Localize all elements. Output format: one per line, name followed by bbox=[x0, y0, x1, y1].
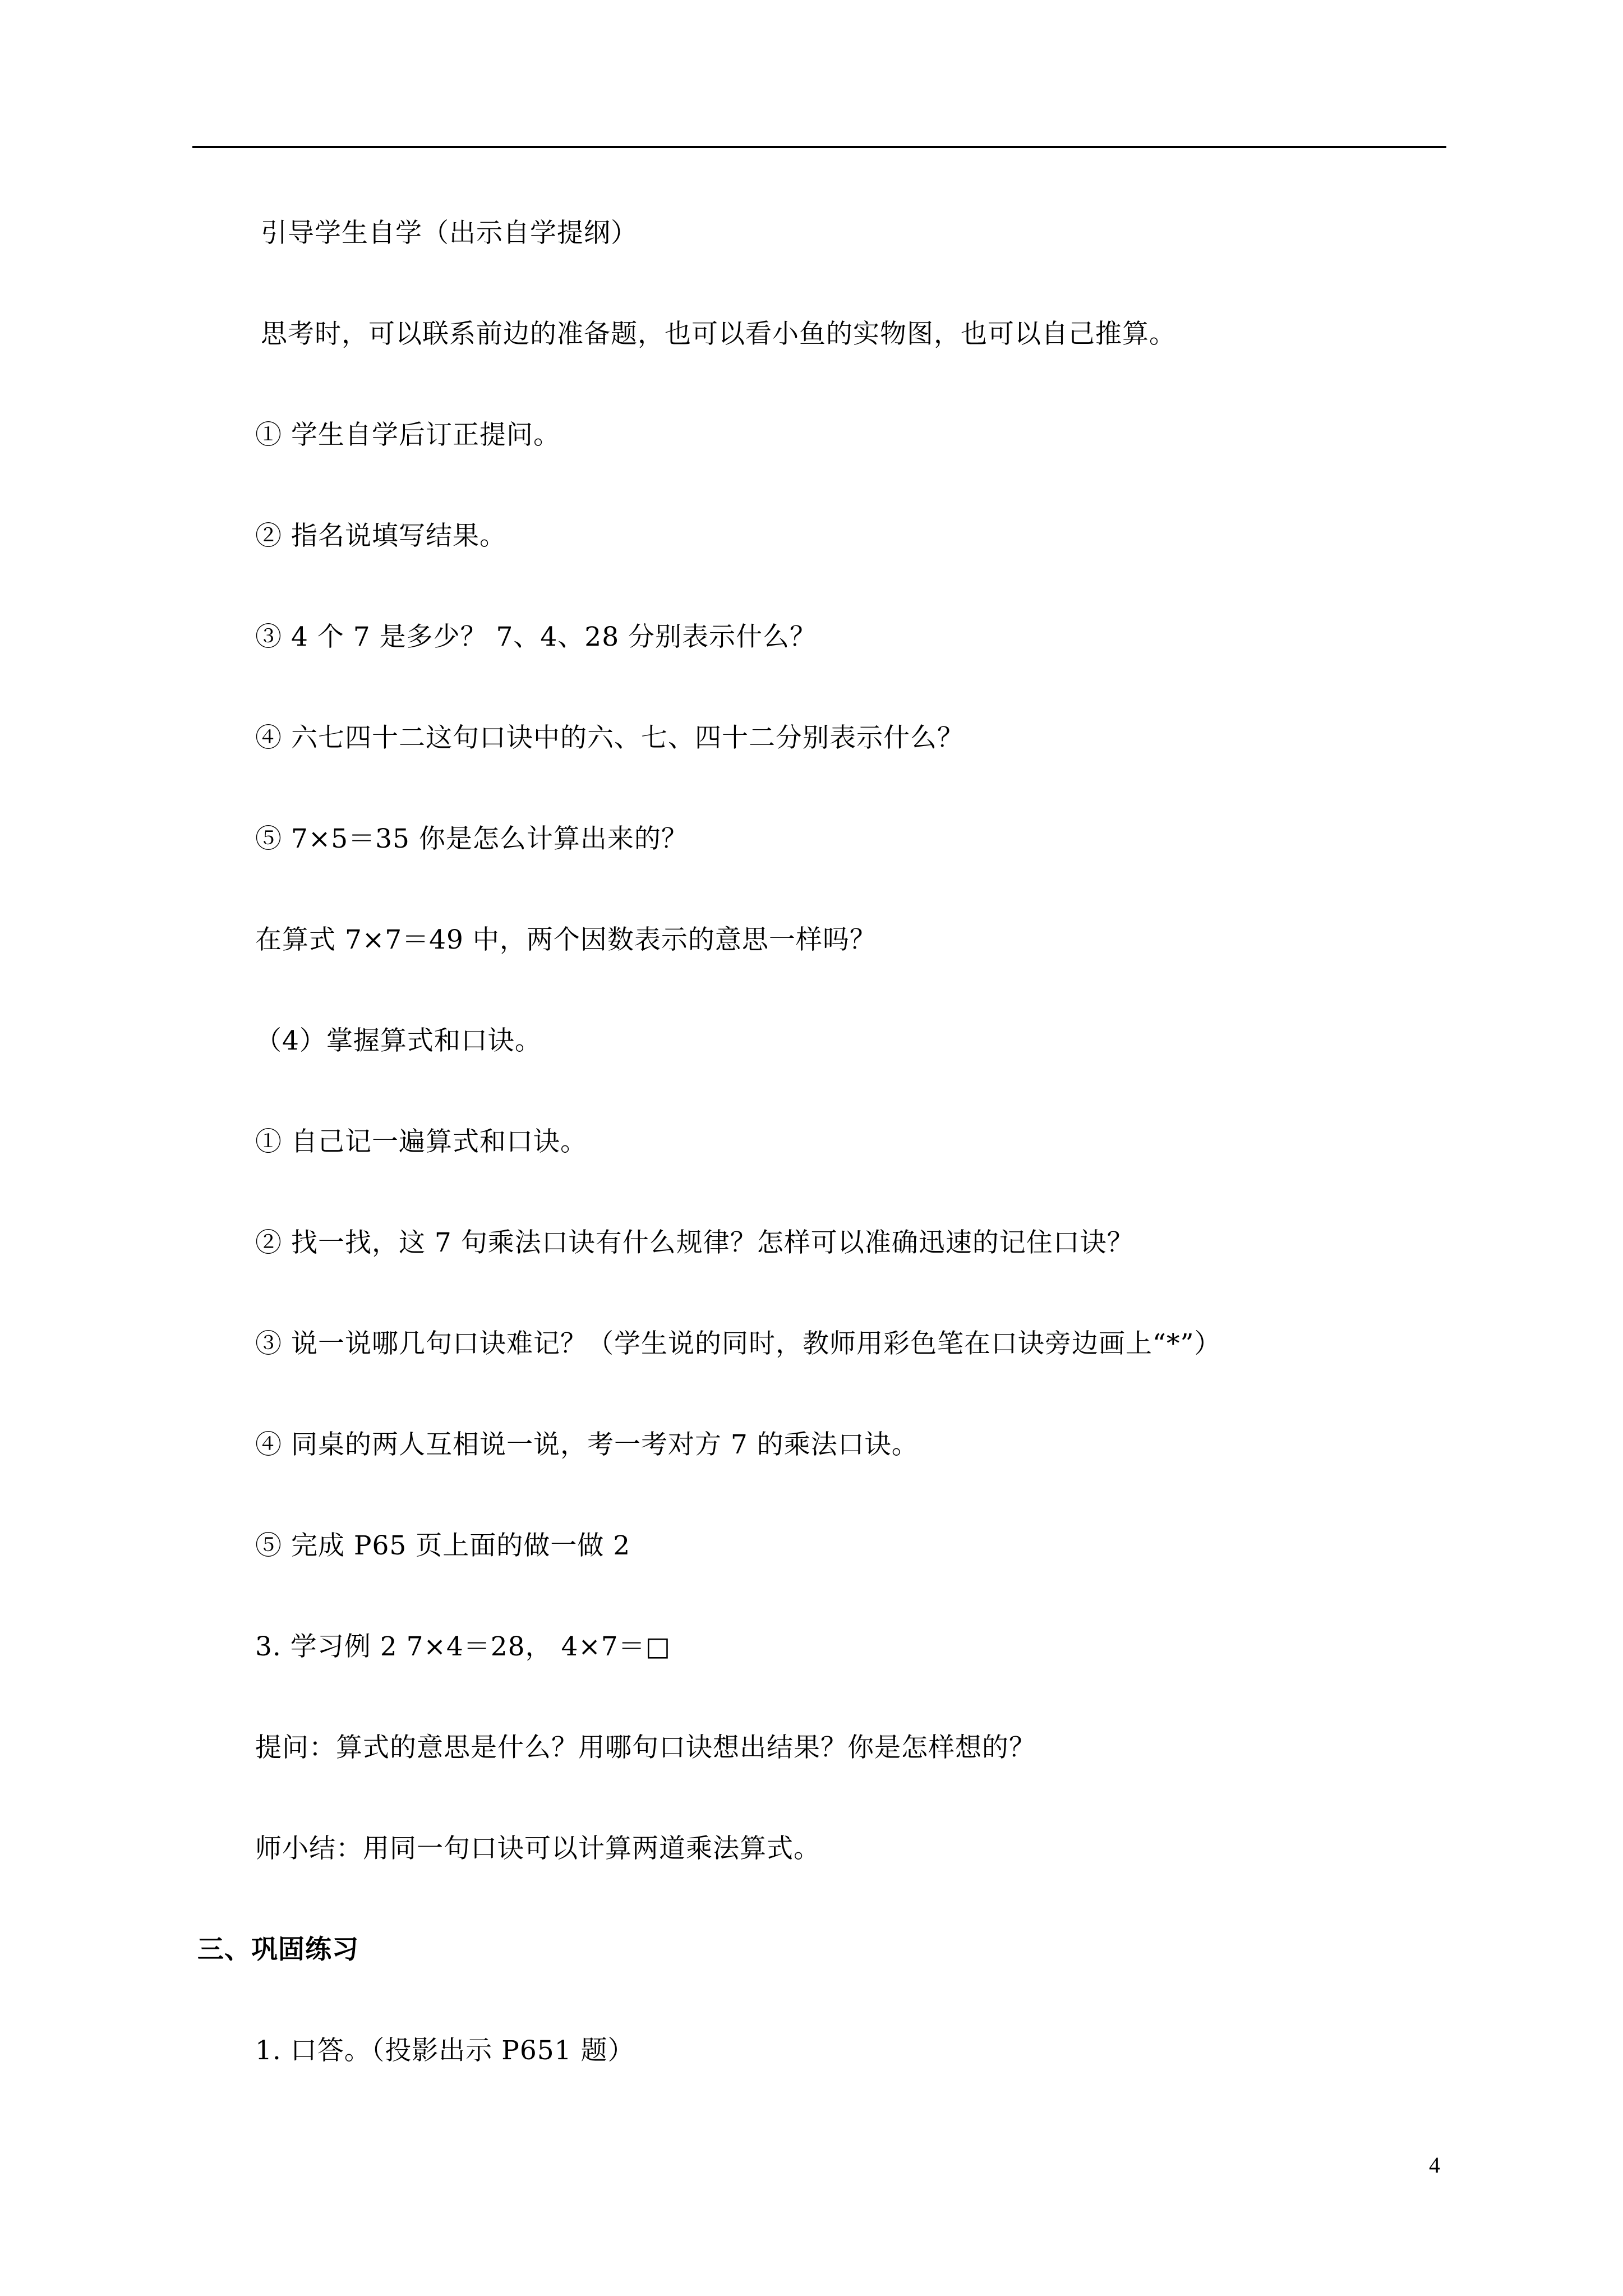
page-number: 4 bbox=[1429, 2152, 1440, 2178]
section-heading: 三、巩固练习 bbox=[197, 1934, 359, 1965]
list-item: ④ 同桌的两人互相说一说，考一考对方 7 的乘法口诀。 bbox=[255, 1429, 919, 1460]
paragraph-question: 在算式 7×7＝49 中，两个因数表示的意思一样吗？ bbox=[255, 924, 877, 955]
list-item: ① 自己记一遍算式和口诀。 bbox=[255, 1126, 587, 1157]
section-subheading: （4）掌握算式和口诀。 bbox=[255, 1025, 542, 1056]
paragraph-question: 提问：算式的意思是什么？用哪句口诀想出结果？你是怎样想的？ bbox=[255, 1732, 1036, 1763]
list-item: ① 学生自学后订正提问。 bbox=[255, 420, 560, 450]
list-item: ② 找一找，这 7 句乘法口诀有什么规律？怎样可以准确迅速的记住口诀？ bbox=[255, 1227, 1134, 1258]
list-item: ⑤ 7×5＝35 你是怎么计算出来的？ bbox=[255, 823, 688, 854]
paragraph-summary: 师小结：用同一句口诀可以计算两道乘法算式。 bbox=[255, 1833, 820, 1864]
list-item: ② 指名说填写结果。 bbox=[255, 521, 506, 551]
paragraph-exercise: 1. 口答。（投影出示 P651 题） bbox=[255, 2035, 635, 2066]
paragraph-thinking: 思考时，可以联系前边的准备题，也可以看小鱼的实物图，也可以自己推算。 bbox=[261, 319, 1176, 349]
header-rule bbox=[192, 146, 1446, 148]
list-item: ③ 说一说哪几句口诀难记？（学生说的同时，教师用彩色笔在口诀旁边画上“*”） bbox=[255, 1328, 1221, 1359]
list-item: ④ 六七四十二这句口诀中的六、七、四十二分别表示什么？ bbox=[255, 723, 964, 753]
list-item: ⑤ 完成 P65 页上面的做一做 2 bbox=[255, 1530, 631, 1561]
paragraph-example: 3. 学习例 2 7×4＝28， 4×7＝□ bbox=[255, 1631, 671, 1662]
paragraph-self-study: 引导学生自学（出示自学提纲） bbox=[261, 218, 638, 249]
list-item: ③ 4 个 7 是多少？ 7、4、28 分别表示什么？ bbox=[255, 622, 817, 652]
